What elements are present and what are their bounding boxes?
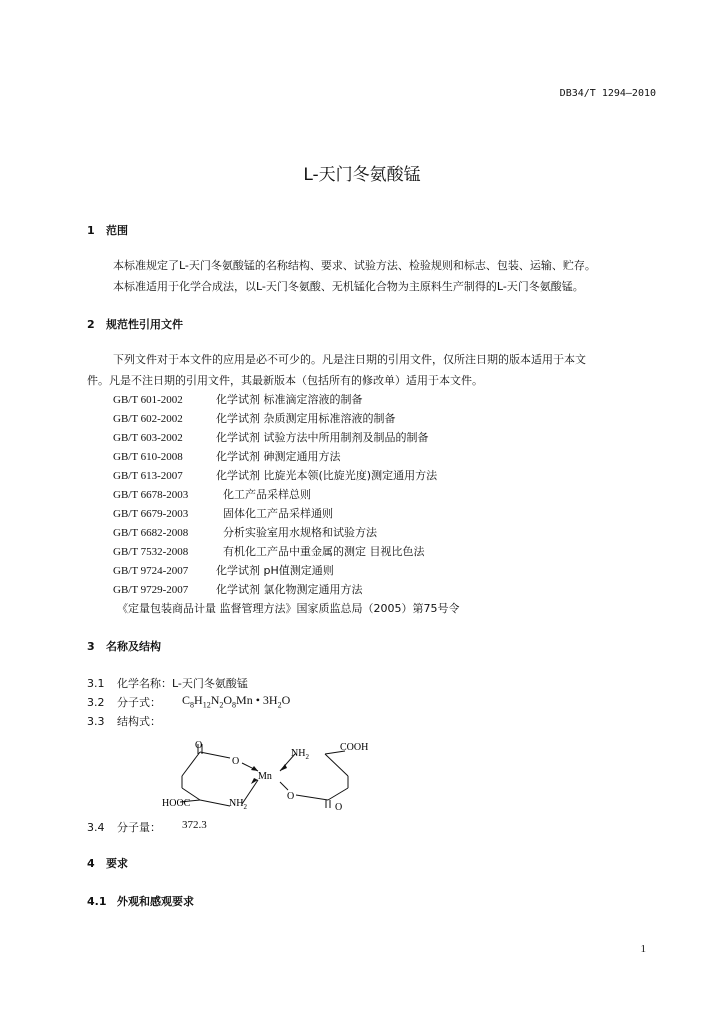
chemical-name: 化学名称：L-天门冬氨酸锰 — [117, 677, 248, 690]
reference-item — [113, 486, 311, 502]
reference-code: GB/T 6682-2008 — [113, 527, 189, 539]
reference-item — [113, 543, 425, 559]
reference-item — [113, 505, 333, 521]
section-1-heading — [87, 222, 128, 238]
subsection-number: 3.2 — [87, 696, 105, 709]
scope-paragraph-2: 本标准适用于化学合成法，以L-天门冬氨酸、无机锰化合物为主原料生产制得的L-天门冬氨酸锰。 — [113, 280, 584, 293]
reference-title: 化学试剂 标准滴定溶液的制备 — [216, 393, 363, 406]
section-2-heading — [87, 316, 183, 332]
reference-title: 化学试剂 试验方法中所用制剂及制品的制备 — [216, 431, 429, 444]
reference-item — [113, 581, 363, 597]
reference-code: GB/T 613-2007 — [113, 470, 183, 482]
subsection-number: 3.3 — [87, 715, 105, 728]
subsection-title: 外观和感观要求 — [117, 895, 194, 908]
reference-title: 化学试剂 砷测定通用方法 — [216, 450, 341, 463]
references-intro-line-1: 下列文件对于本文件的应用是必不可少的。凡是注日期的引用文件，仅所注日期的版本适用于本文 — [113, 353, 586, 366]
standard-number: DB34/T 1294—2010 — [559, 88, 656, 99]
reference-item — [113, 562, 334, 578]
reference-code: GB/T 603-2002 — [113, 432, 183, 444]
page-number: 1 — [640, 943, 646, 955]
reference-title: 化工产品采样总则 — [223, 488, 311, 501]
section-number: 4 — [87, 857, 95, 870]
subsection-number: 3.4 — [87, 821, 105, 834]
reference-title: 化学试剂 比旋光本领(比旋光度)测定通用方法 — [216, 469, 438, 482]
reference-item — [113, 467, 437, 483]
carboxyl-label: COOH — [340, 742, 369, 753]
molecular-weight-label: 分子量： — [117, 821, 161, 834]
amine-label: $NH_2$ — [291, 748, 309, 761]
reference-title: 固体化工产品采样通则 — [223, 507, 333, 520]
reference-title: 化学试剂 pH值测定通则 — [216, 564, 334, 577]
reference-code: GB/T 9724-2007 — [113, 565, 189, 577]
section-title: 要求 — [106, 857, 128, 870]
oxygen-label: O — [335, 802, 343, 813]
subsection-3-1 — [87, 675, 248, 691]
reference-code: GB/T 7532-2008 — [113, 546, 189, 558]
section-4-heading — [87, 855, 128, 871]
reference-item — [113, 448, 341, 464]
oxygen-label: O — [232, 756, 240, 767]
reference-item — [113, 410, 396, 426]
reference-code: GB/T 602-2002 — [113, 413, 183, 425]
reference-item — [113, 391, 363, 407]
amine-label: $NH_2$ — [229, 798, 247, 811]
subsection-number: 3.1 — [87, 677, 105, 690]
reference-code: GB/T 6679-2003 — [113, 508, 189, 520]
scope-paragraph-1: 本标准规定了L-天门冬氨酸锰的名称结构、要求、试验方法、检验规则和标志、包装、运输、贮存。 — [113, 259, 596, 272]
subsection-number: 4.1 — [87, 895, 107, 908]
subsection-3-4 — [87, 819, 161, 835]
manganese-label: Mn — [258, 771, 272, 782]
reference-title: 化学试剂 杂质测定用标准溶液的制备 — [216, 412, 396, 425]
reference-title: 有机化工产品中重金属的测定 目视比色法 — [223, 545, 425, 558]
reference-code: GB/T 601-2002 — [113, 394, 183, 406]
section-number: 2 — [87, 318, 95, 331]
section-title: 名称及结构 — [106, 640, 161, 653]
molecular-formula: $C_8H_{12}N_2O_8Mn$ • $3H_2O$ — [182, 693, 291, 710]
document-title: L-天门冬氨酸锰 — [303, 165, 421, 185]
section-3-heading — [87, 638, 161, 654]
reference-code: GB/T 6678-2003 — [113, 489, 189, 501]
reference-title: 化学试剂 氯化物测定通用方法 — [216, 583, 363, 596]
subsection-4-1 — [87, 893, 194, 909]
oxygen-label: O — [287, 791, 295, 802]
section-title: 范围 — [106, 224, 128, 237]
structural-formula-diagram — [150, 738, 390, 818]
oxygen-label: O — [195, 740, 203, 751]
section-number: 3 — [87, 640, 95, 653]
structure-label: 结构式： — [117, 715, 161, 728]
formula-label: 分子式： — [117, 696, 161, 709]
regulation-reference: 《定量包装商品计量 监督管理方法》国家质监总局（2005）第75号令 — [117, 602, 460, 615]
reference-item — [113, 429, 429, 445]
subsection-3-2 — [87, 694, 161, 710]
carboxyl-label: HOOC — [162, 798, 191, 809]
section-number: 1 — [87, 224, 95, 237]
section-title: 规范性引用文件 — [106, 318, 183, 331]
subsection-3-3 — [87, 713, 161, 729]
references-intro-line-2: 件。凡是不注日期的引用文件，其最新版本（包括所有的修改单）适用于本文件。 — [87, 374, 483, 387]
reference-item — [113, 524, 377, 540]
reference-code: GB/T 9729-2007 — [113, 584, 189, 596]
molecular-weight-value: 372.3 — [182, 819, 207, 831]
reference-code: GB/T 610-2008 — [113, 451, 183, 463]
reference-title: 分析实验室用水规格和试验方法 — [223, 526, 377, 539]
